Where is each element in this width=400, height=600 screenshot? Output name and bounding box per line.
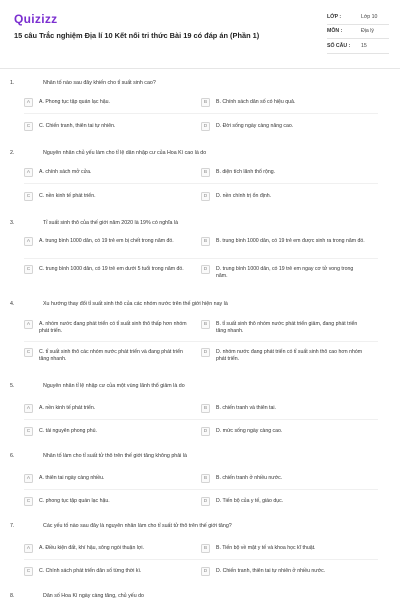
- option-letter: A: [24, 168, 33, 177]
- option-c[interactable]: [24, 497, 201, 506]
- option-b[interactable]: [201, 98, 378, 107]
- option-row: [24, 98, 378, 107]
- option-row: [24, 168, 378, 177]
- option-d[interactable]: [201, 265, 378, 281]
- option-divider: [24, 258, 378, 259]
- option-letter: B: [201, 404, 210, 413]
- option-b[interactable]: [201, 237, 378, 246]
- info-label: MÔN :: [327, 28, 343, 35]
- option-text: A. nhóm nước đang phát triển có tỉ suất sinh thô thấp hơn nhóm phát triển.: [39, 320, 187, 334]
- option-letter: B: [201, 98, 210, 107]
- question-7: [10, 522, 395, 530]
- option-letter: B: [201, 168, 210, 177]
- option-text: B. diện tích lãnh thổ rộng.: [216, 168, 276, 175]
- option-text: C. nền kinh tế phát triển.: [39, 192, 96, 199]
- option-c[interactable]: [24, 122, 201, 131]
- question-number: 5.: [10, 383, 15, 389]
- option-c[interactable]: [24, 265, 201, 281]
- question-header: [10, 592, 395, 600]
- question-header: [10, 452, 395, 460]
- option-a[interactable]: [24, 98, 201, 107]
- question-number: 4.: [10, 301, 15, 307]
- quiz-info-panel: [327, 10, 389, 54]
- option-letter: A: [24, 98, 33, 107]
- option-letter: D: [201, 192, 210, 201]
- option-letter: C: [24, 265, 33, 274]
- option-letter: B: [201, 544, 210, 553]
- option-c[interactable]: [24, 427, 201, 436]
- option-letter: C: [24, 122, 33, 131]
- info-row-subject: [327, 25, 389, 40]
- question-header: [10, 149, 395, 157]
- question-5: [10, 382, 395, 390]
- option-text: B. chiến tranh ở nhiều nước.: [216, 474, 283, 481]
- question-number: 2.: [10, 150, 15, 156]
- option-letter: C: [24, 567, 33, 576]
- option-text: C. tài nguyên phong phú.: [39, 427, 97, 434]
- option-divider: [24, 559, 378, 560]
- question-header: [10, 382, 395, 390]
- quizizz-logo: Quizizz: [14, 12, 58, 26]
- option-letter: B: [201, 237, 210, 246]
- option-row: [24, 265, 378, 281]
- header-divider: [0, 68, 400, 69]
- question-number: 7.: [10, 523, 15, 529]
- option-letter: C: [24, 348, 33, 357]
- option-text: B. tỉ suất sinh thô nhóm nước phát triển giảm, đang phát triển tăng nhanh.: [216, 320, 358, 334]
- option-text: B. Tiến bộ về mặt y tế và khoa học kĩ thuật.: [216, 544, 316, 551]
- option-row: [24, 237, 378, 246]
- option-letter: A: [24, 544, 33, 553]
- option-row: [24, 497, 378, 506]
- option-text: A. Điều kiện đất, khí hậu, sông ngòi thuận lợi.: [39, 544, 144, 551]
- option-text: D. nền chính trị ổn định.: [216, 192, 272, 199]
- option-text: A. nền kinh tế phát triển.: [39, 404, 96, 411]
- option-letter: D: [201, 348, 210, 357]
- question-text: Nguyên nhân tỉ lệ nhập cư của một vùng lãnh thổ giảm là do: [43, 383, 185, 389]
- question-header: [10, 219, 395, 227]
- option-text: D. Đời sống ngày càng nâng cao.: [216, 122, 294, 129]
- option-letter: A: [24, 474, 33, 483]
- question-text: Nhân tố làm cho tỉ suất tử thô trên thế giới tăng không phải là: [43, 453, 187, 459]
- question-text: Nhân tố nào sau đây khiến cho tỉ suất sinh cao?: [43, 80, 156, 86]
- option-text: B. Chính sách dân số có hiệu quả.: [216, 98, 296, 105]
- option-row: [24, 348, 378, 364]
- option-d[interactable]: [201, 122, 378, 131]
- option-letter: D: [201, 122, 210, 131]
- question-header: [10, 79, 395, 87]
- question-text: Xu hướng thay đổi tỉ suất sinh thô của các nhóm nước trên thế giới hiện nay là: [43, 301, 228, 307]
- option-text: C. trung bình 1000 dân, có 19 trẻ em dưới 5 tuổi trong năm đó.: [39, 265, 184, 272]
- question-2: [10, 149, 395, 157]
- option-row: [24, 404, 378, 413]
- option-text: D. Tiến bộ của y tế, giáo dục.: [216, 497, 284, 504]
- option-text: A. trung bình 1000 dân, có 19 trẻ em bị chết trong năm đó.: [39, 237, 174, 244]
- option-d[interactable]: [201, 567, 378, 576]
- option-row: [24, 192, 378, 201]
- option-a[interactable]: [24, 320, 201, 336]
- option-letter: A: [24, 237, 33, 246]
- option-letter: D: [201, 567, 210, 576]
- option-letter: A: [24, 320, 33, 329]
- question-header: [10, 522, 395, 530]
- option-c[interactable]: [24, 567, 201, 576]
- option-d[interactable]: [201, 348, 378, 364]
- option-b[interactable]: [201, 544, 378, 553]
- question-3: [10, 219, 395, 227]
- question-header: [10, 300, 395, 308]
- question-8: [10, 592, 395, 600]
- info-label: LỚP :: [327, 13, 342, 20]
- option-text: C. tỉ suất sinh thô các nhóm nước phát triển và đang phát triển tăng nhanh.: [39, 348, 183, 362]
- option-letter: D: [201, 427, 210, 436]
- question-1: [10, 79, 395, 87]
- option-a[interactable]: [24, 168, 201, 177]
- info-value: Địa lý: [361, 28, 374, 35]
- option-text: C. phong tục tập quán lạc hậu.: [39, 497, 110, 504]
- option-letter: C: [24, 427, 33, 436]
- option-text: A. chính sách mở cửa.: [39, 168, 92, 175]
- option-text: B. chiến tranh và thiên tai.: [216, 404, 276, 411]
- option-letter: D: [201, 265, 210, 274]
- option-text: B. trung bình 1000 dân, có 19 trẻ em được sinh ra trong năm đó.: [216, 237, 365, 244]
- option-row: [24, 320, 378, 336]
- option-letter: B: [201, 474, 210, 483]
- option-a[interactable]: [24, 474, 201, 483]
- option-a[interactable]: [24, 237, 201, 246]
- info-label: SỐ CÂU :: [327, 42, 351, 49]
- option-row: [24, 474, 378, 483]
- question-text: Các yếu tố nào sau đây là nguyên nhân làm cho tỉ suất tử thô trên thế giới tăng?: [43, 523, 232, 529]
- option-a[interactable]: [24, 404, 201, 413]
- option-row: [24, 567, 378, 576]
- option-divider: [24, 183, 378, 184]
- option-text: C. Chiến tranh, thiên tai tự nhiên.: [39, 122, 116, 129]
- question-number: 6.: [10, 453, 15, 459]
- question-number: 3.: [10, 220, 15, 226]
- option-a[interactable]: [24, 544, 201, 553]
- question-text: Nguyên nhân chủ yếu làm cho tỉ lệ dân nhập cư của Hoa Kì cao là do: [43, 150, 207, 156]
- option-row: [24, 544, 378, 553]
- option-divider: [24, 489, 378, 490]
- option-letter: A: [24, 404, 33, 413]
- option-letter: B: [201, 320, 210, 329]
- option-c[interactable]: [24, 348, 201, 364]
- option-text: C. Chính sách phát triển dân số từng thời kì.: [39, 567, 142, 574]
- option-row: [24, 427, 378, 436]
- option-d[interactable]: [201, 497, 378, 506]
- page-title: 15 câu Trắc nghiệm Địa lí 10 Kết nối tri thức Bài 19 có đáp án (Phần 1): [14, 31, 260, 40]
- question-text: Dân số Hoa Kì ngày càng tăng, chủ yếu do: [43, 593, 145, 599]
- option-letter: C: [24, 192, 33, 201]
- option-divider: [24, 341, 378, 342]
- option-letter: C: [24, 497, 33, 506]
- option-d[interactable]: [201, 192, 378, 201]
- question-4: [10, 300, 395, 308]
- option-text: D. nhóm nước đang phát triển có tỉ suất sinh thô cao hơn nhóm phát triển.: [216, 348, 363, 362]
- option-text: A. thiên tai ngày càng nhiều.: [39, 474, 105, 481]
- info-value: 15: [361, 42, 367, 49]
- option-b[interactable]: [201, 474, 378, 483]
- question-text: Tỉ suất sinh thô của thế giới năm 2020 là 19% có nghĩa là: [43, 220, 179, 226]
- option-text: D. mức sống ngày càng cao.: [216, 427, 283, 434]
- option-b[interactable]: [201, 404, 378, 413]
- option-c[interactable]: [24, 192, 201, 201]
- info-row-class: [327, 10, 389, 25]
- option-text: A. Phong tục tập quán lạc hậu.: [39, 98, 110, 105]
- option-text: D. Chiến tranh, thiên tai tự nhiên ở nhiều nước.: [216, 567, 326, 574]
- question-number: 8.: [10, 593, 15, 599]
- option-d[interactable]: [201, 427, 378, 436]
- info-row-count: [327, 39, 389, 54]
- option-divider: [24, 419, 378, 420]
- option-text: D. trung bình 1000 dân, có 19 trẻ em ngay cơ tử vong trong năm.: [216, 265, 354, 279]
- option-row: [24, 122, 378, 131]
- question-6: [10, 452, 395, 460]
- question-number: 1.: [10, 80, 15, 86]
- option-b[interactable]: [201, 320, 378, 336]
- option-letter: D: [201, 497, 210, 506]
- info-value: Lớp 10: [361, 13, 378, 20]
- option-divider: [24, 113, 378, 114]
- option-b[interactable]: [201, 168, 378, 177]
